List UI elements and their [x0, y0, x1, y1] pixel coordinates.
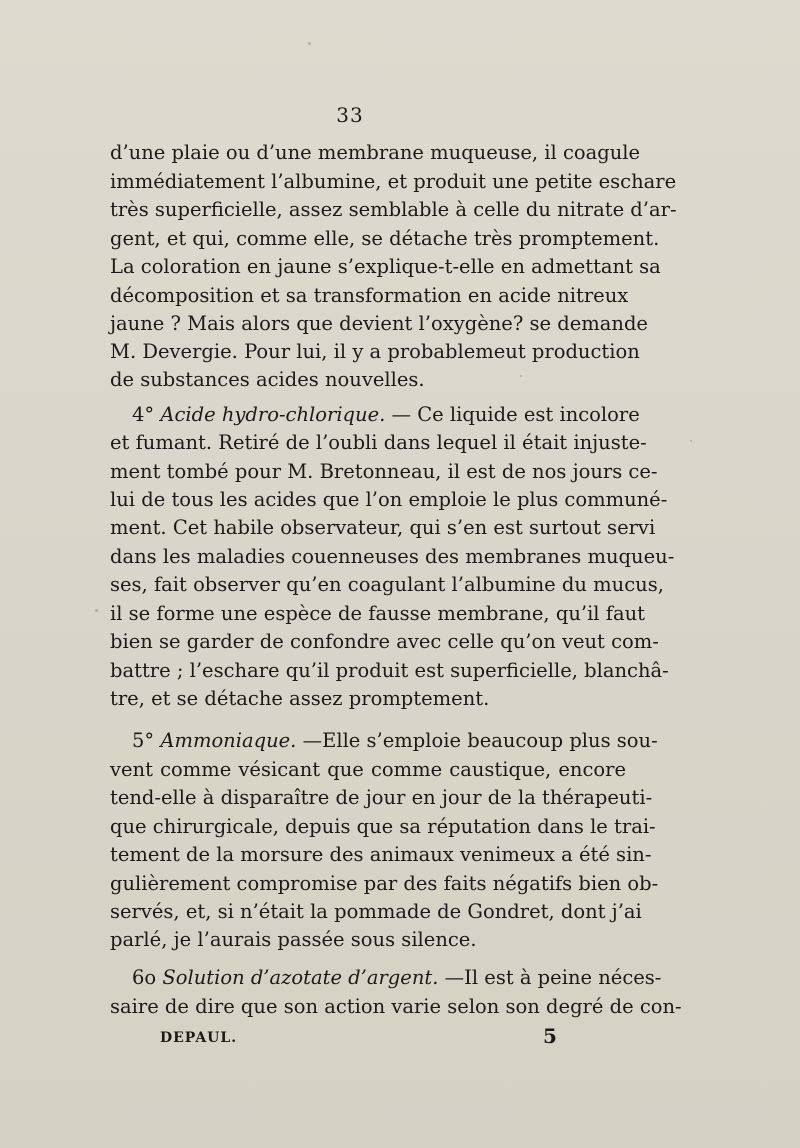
text-line: et fumant. Retiré de l’oubli dans lequel il était injuste- — [110, 431, 647, 454]
section-title: Solution d’azotate d’argent. — [162, 966, 439, 989]
section-heading-line — [132, 401, 640, 429]
text-line: dans les maladies couenneuses des membranes muqueu- — [110, 545, 675, 568]
paper-speck — [95, 609, 98, 612]
text-line: La coloration en jaune s’explique-t-elle en admettant sa — [110, 255, 661, 278]
section-title: Acide hydro-chlorique. — [160, 403, 386, 426]
text-line: M. Devergie. Pour lui, il y a probablemeut production — [110, 340, 640, 363]
text-line: battre ; l’eschare qu’il produit est superficielle, blanchâ- — [110, 659, 669, 682]
section-title: Ammoniaque. — [160, 729, 297, 752]
text-line: immédiatement l’albumine, et produit une petite eschare — [110, 170, 677, 193]
text-line: parlé, je l’aurais passée sous silence. — [110, 928, 477, 951]
text-line: saire de dire que son action varie selon son degré de con- — [110, 995, 682, 1018]
section-number: 4° — [132, 403, 155, 426]
section-heading-line — [132, 964, 662, 992]
printer-signature: DEPAUL. — [160, 1030, 238, 1046]
text-line: de substances acides nouvelles. — [110, 368, 425, 391]
paper-speck — [690, 440, 692, 442]
paper-speck — [520, 375, 522, 377]
text-line: gulièrement compromise par des faits négatifs bien ob- — [110, 872, 659, 895]
text-line: gent, et qui, comme elle, se détache très promptement. — [110, 227, 660, 250]
text-line: ment tombé pour M. Bretonneau, il est de nos jours ce- — [110, 460, 658, 483]
text-line: lui de tous les acides que l’on emploie le plus communé- — [110, 488, 668, 511]
section-number: 5° — [132, 729, 155, 752]
text-line: tement de la morsure des animaux venimeux a été sin- — [110, 843, 652, 866]
text-line: tend-elle à disparaître de jour en jour de la thérapeuti- — [110, 786, 653, 809]
section-heading-rest: —Elle s’emploie beaucoup plus sou- — [302, 729, 658, 752]
text-line: il se forme une espèce de fausse membrane, qu’il faut — [110, 602, 645, 625]
text-line: ment. Cet habile observateur, qui s’en est surtout servi — [110, 516, 656, 539]
text-line: servés, et, si n’était la pommade de Gondret, dont j’ai — [110, 900, 642, 923]
text-line: ses, fait observer qu’en coagulant l’albumine du mucus, — [110, 573, 664, 596]
paper-speck — [308, 42, 311, 45]
text-line: tre, et se détache assez promptement. — [110, 687, 490, 710]
text-line: que chirurgicale, depuis que sa réputation dans le trai- — [110, 815, 656, 838]
section-number: 6o — [132, 966, 157, 989]
text-line: bien se garder de confondre avec celle qu’on veut com- — [110, 630, 659, 653]
section-heading-rest: — Ce liquide est incolore — [391, 403, 640, 426]
text-line: vent comme vésicant que comme caustique, encore — [110, 758, 626, 781]
section-heading-rest: —Il est à peine néces- — [444, 966, 662, 989]
text-line: jaune ? Mais alors que devient l’oxygène? se demande — [110, 312, 648, 335]
text-line: très superficielle, assez semblable à celle du nitrate d’ar- — [110, 198, 677, 221]
text-line: décomposition et sa transformation en acide nitreux — [110, 284, 629, 307]
text-line: d’une plaie ou d’une membrane muqueuse, il coagule — [110, 141, 641, 164]
page-number: 33 — [336, 103, 364, 127]
section-heading-line — [132, 727, 658, 755]
sheet-mark: 5 — [543, 1024, 557, 1048]
